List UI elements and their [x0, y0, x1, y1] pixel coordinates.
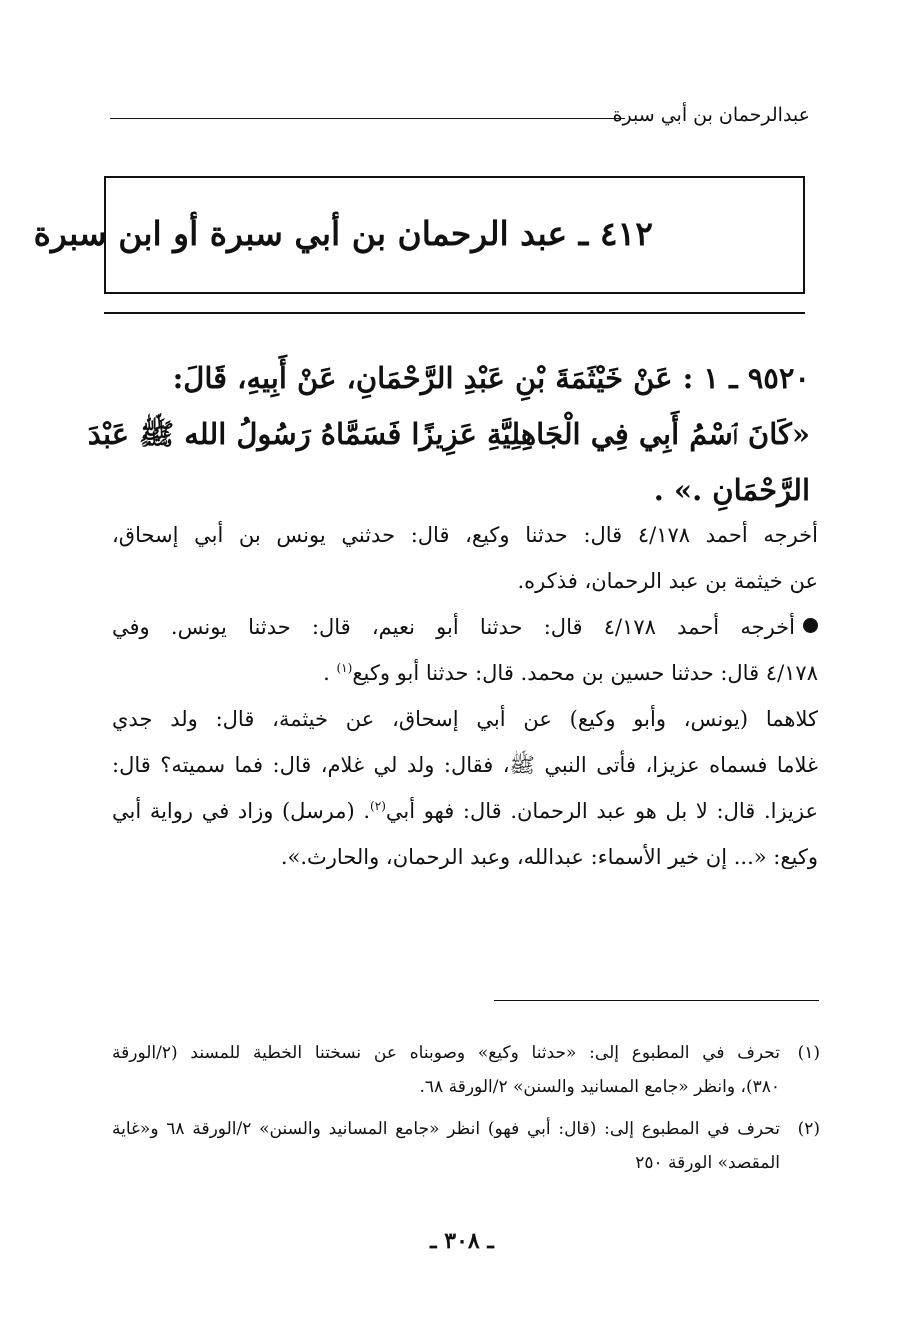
- page-number: ـ ٣٠٨ ـ: [430, 1228, 494, 1254]
- chapter-title: ٤١٢ ـ عبد الرحمان بن أبي سبرة أو ابن سبرة: [33, 214, 653, 253]
- takhrij-line: كلاهما (يونس، وأبو وكيع) عن أبي إسحاق، عن خيثمة، قال: ولد جدي: [112, 707, 818, 731]
- footnote: [112, 1036, 820, 1104]
- footnote: [112, 1112, 820, 1180]
- title-rule: [104, 312, 805, 314]
- running-header: [110, 104, 810, 134]
- header-rule: [110, 118, 625, 119]
- footnote-ref[interactable]: (٢): [370, 799, 386, 813]
- footnote-text: ٣٨٠)، وانظر «جامع المسانيد والسنن» ٢/الورقة ٦٨.: [419, 1077, 780, 1097]
- footnote-text: المقصد» الورقة ٢٥٠: [635, 1153, 780, 1173]
- takhrij-text: ٤/١٧٨ قال: حدثنا حسين بن محمد. قال: حدثنا أبو وكيع: [352, 661, 818, 685]
- running-title: عبدالرحمان بن أبي سبرة: [612, 104, 810, 126]
- footnote-text: تحرف في المطبوع إلى: «حدثنا وكيع» وصوبناه عن نسختنا الخطية للمسند (٢/الورقة: [112, 1043, 780, 1063]
- footnote-rule: [494, 1000, 819, 1001]
- hadith-line: «كَانَ ٱسْمُ أَبِي فِي الْجَاهِلِيَّةِ عَزِيزًا فَسَمَّاهُ رَسُولُ الله ﷺ عَبْدَ: [87, 417, 810, 451]
- bullet-icon: [803, 618, 818, 633]
- footnote-number: (١): [797, 1043, 820, 1063]
- takhrij-line: [112, 788, 818, 834]
- hadith-line: ٩٥٢٠ ـ ١ : عَنْ خَيْثَمَةَ بْنِ عَبْدِ الرَّحْمَانِ، عَنْ أَبِيهِ، قَالَ:: [172, 361, 810, 395]
- takhrij-text: . (مرسل) وزاد في رواية أبي: [112, 799, 371, 823]
- footnote-ref[interactable]: (١): [336, 661, 353, 675]
- takhrij-text: عزيزا. قال: لا بل هو عبد الرحمان. قال: فهو أبي: [385, 799, 819, 823]
- takhrij-line: وكيع: «... إن خير الأسماء: عبدالله، وعبد الرحمان، والحارث.».: [280, 845, 818, 869]
- takhrij-line: عن خيثمة بن عبد الرحمان، فذكره.: [517, 569, 818, 593]
- takhrij-line: غلاما فسماه عزيزا، فأتى النبي ﷺ، فقال: ولد لي غلام، قال: فما سميته؟ قال:: [112, 753, 818, 777]
- hadith-line: الرَّحْمَانِ .» .: [653, 473, 810, 507]
- footnote-number: (٢): [797, 1119, 820, 1139]
- takhrij-section: [112, 512, 818, 880]
- footnotes: [112, 1036, 820, 1188]
- takhrij-line: ٤/١٧٨ قال: حدثنا حسين بن محمد. قال: حدثنا أبو وكيع$^{(١)}$ .: [323, 661, 818, 685]
- takhrij-line: [112, 604, 818, 650]
- takhrij-text: أخرجه أحمد ٤/١٧٨ قال: حدثنا أبو نعيم، قال: حدثنا يونس. وفي: [112, 615, 795, 639]
- hadith-text: [87, 350, 810, 518]
- takhrij-line: أخرجه أحمد ٤/١٧٨ قال: حدثنا وكيع، قال: حدثني يونس بن أبي إسحاق،: [112, 523, 818, 547]
- chapter-title-box: [33, 176, 805, 294]
- footnote-text: تحرف في المطبوع إلى: (قال: أبي فهو) انظر «جامع المسانيد والسنن» ٢/الورقة ٦٨ و«غاية: [112, 1119, 780, 1139]
